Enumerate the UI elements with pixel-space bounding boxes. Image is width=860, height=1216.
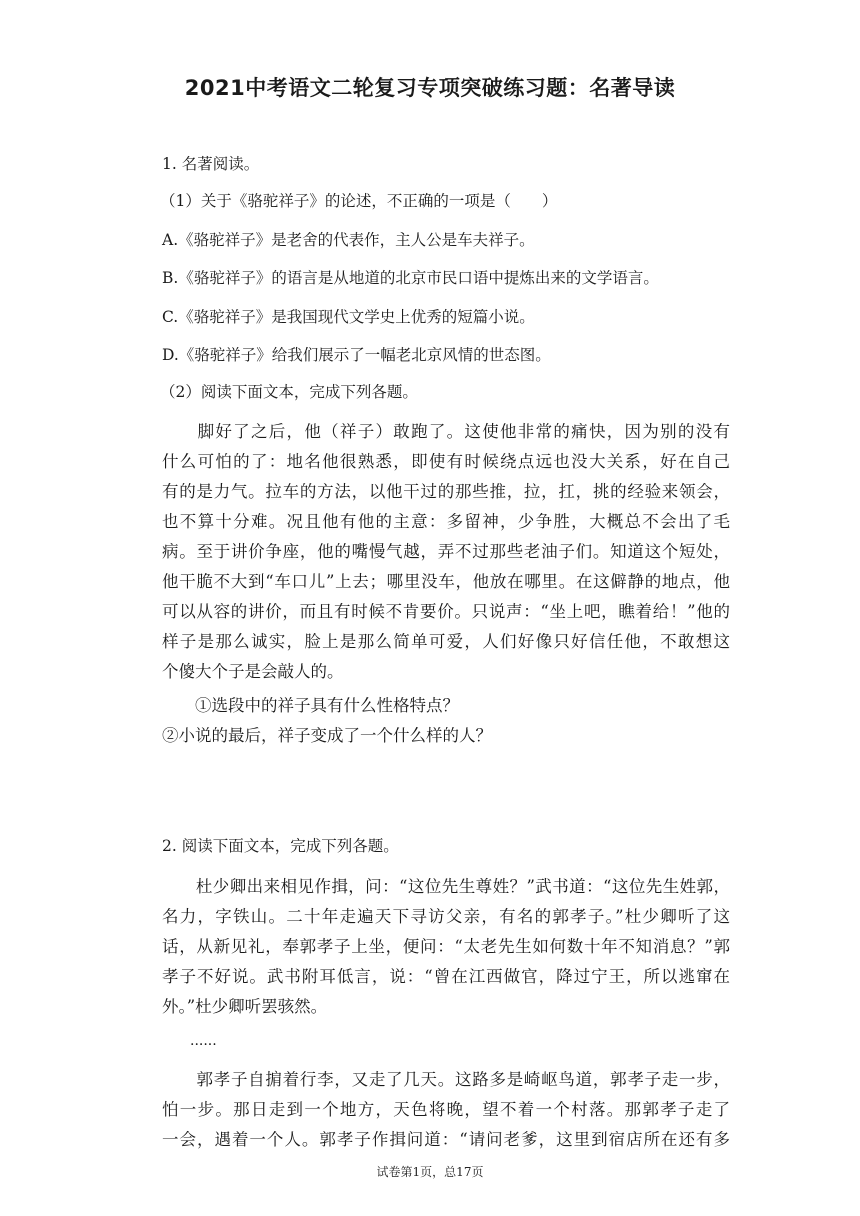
passage-line: 一会，遇着一个人。郭孝子作揖问道：“请问老爹，这里到宿店所在还有多 bbox=[162, 1130, 730, 1149]
passage-line: 也不算十分难。况且他有他的主意：多留神，少争胜，大概总不会出了毛 bbox=[162, 512, 730, 531]
option-b: B.《骆驼祥子》的语言是从地道的北京市民口语中提炼出来的文学语言。 bbox=[162, 269, 659, 287]
passage-line: 郭孝子自掮着行李，又走了几天。这路多是崎岖鸟道，郭孝子走一步， bbox=[162, 1070, 730, 1089]
page-footer: 试卷第1页，总17页 bbox=[376, 1165, 484, 1179]
passage-line: 名力，字铁山。二十年走遍天下寻访父亲，有名的郭孝子。”杜少卿听了这 bbox=[162, 907, 730, 926]
passage-line: 外。”杜少卿听罢骇然。 bbox=[162, 997, 328, 1016]
passage-line: 可以从容的讲价，而且有时候不肯要价。只说声：“坐上吧，瞧着给！”他的 bbox=[162, 602, 730, 621]
question-1-heading: 1. 名著阅读。 bbox=[162, 155, 260, 173]
page-title: 2021中考语文二轮复习专项突破练习题：名著导读 bbox=[184, 76, 676, 100]
passage-line: 有的是力气。拉车的方法，以他干过的那些推，拉，扛，挑的经验来领会， bbox=[162, 482, 730, 501]
ellipsis: ...... bbox=[162, 1033, 217, 1049]
passage-line: 病。至于讲价争座，他的嘴慢气越，弄不过那些老油子们。知道这个短处， bbox=[162, 542, 730, 561]
question-1-item-1: ①选段中的祥子具有什么性格特点？ bbox=[162, 696, 459, 715]
passage-line: 样子是那么诚实，脸上是那么简单可爱，人们好像只好信任他，不敢想这 bbox=[162, 632, 730, 651]
passage-line: 杜少卿出来相见作揖，问：“这位先生尊姓？”武书道：“这位先生姓郭， bbox=[162, 877, 730, 896]
option-c: C.《骆驼祥子》是我国现代文学史上优秀的短篇小说。 bbox=[162, 308, 535, 326]
passage-line: 怕一步。那日走到一个地方，天色将晚，望不着一个村落。那郭孝子走了 bbox=[162, 1100, 730, 1119]
passage-line: 脚好了之后，他（祥子）敢跑了。这使他非常的痛快，因为别的没有 bbox=[162, 422, 730, 441]
passage-line: 话，从新见礼，奉郭孝子上坐，便问：“太老先生如何数十年不知消息？”郭 bbox=[162, 937, 730, 956]
passage-line: 他干脆不大到“车口儿”上去；哪里没车，他放在哪里。在这僻静的地点，他 bbox=[162, 572, 730, 591]
question-1-sub1: （1）关于《骆驼祥子》的论述，不正确的一项是（ ） bbox=[160, 192, 558, 210]
question-2-heading: 2. 阅读下面文本，完成下列各题。 bbox=[162, 837, 399, 855]
option-a: A.《骆驼祥子》是老舍的代表作，主人公是车夫祥子。 bbox=[162, 231, 535, 249]
passage-line: 孝子不好说。武书附耳低言，说：“曾在江西做官，降过宁王，所以逃窜在 bbox=[162, 967, 730, 986]
option-d: D.《骆驼祥子》给我们展示了一幅老北京风情的世态图。 bbox=[162, 346, 551, 364]
question-1-item-2: ②小说的最后，祥子变成了一个什么样的人？ bbox=[162, 726, 492, 745]
passage-line: 个傻大个子是会敲人的。 bbox=[162, 662, 344, 681]
passage-line: 什么可怕的了：地名他很熟悉，即使有时候绕点远也没大关系，好在自己 bbox=[162, 452, 730, 471]
question-1-sub2: （2）阅读下面文本，完成下列各题。 bbox=[160, 383, 418, 401]
